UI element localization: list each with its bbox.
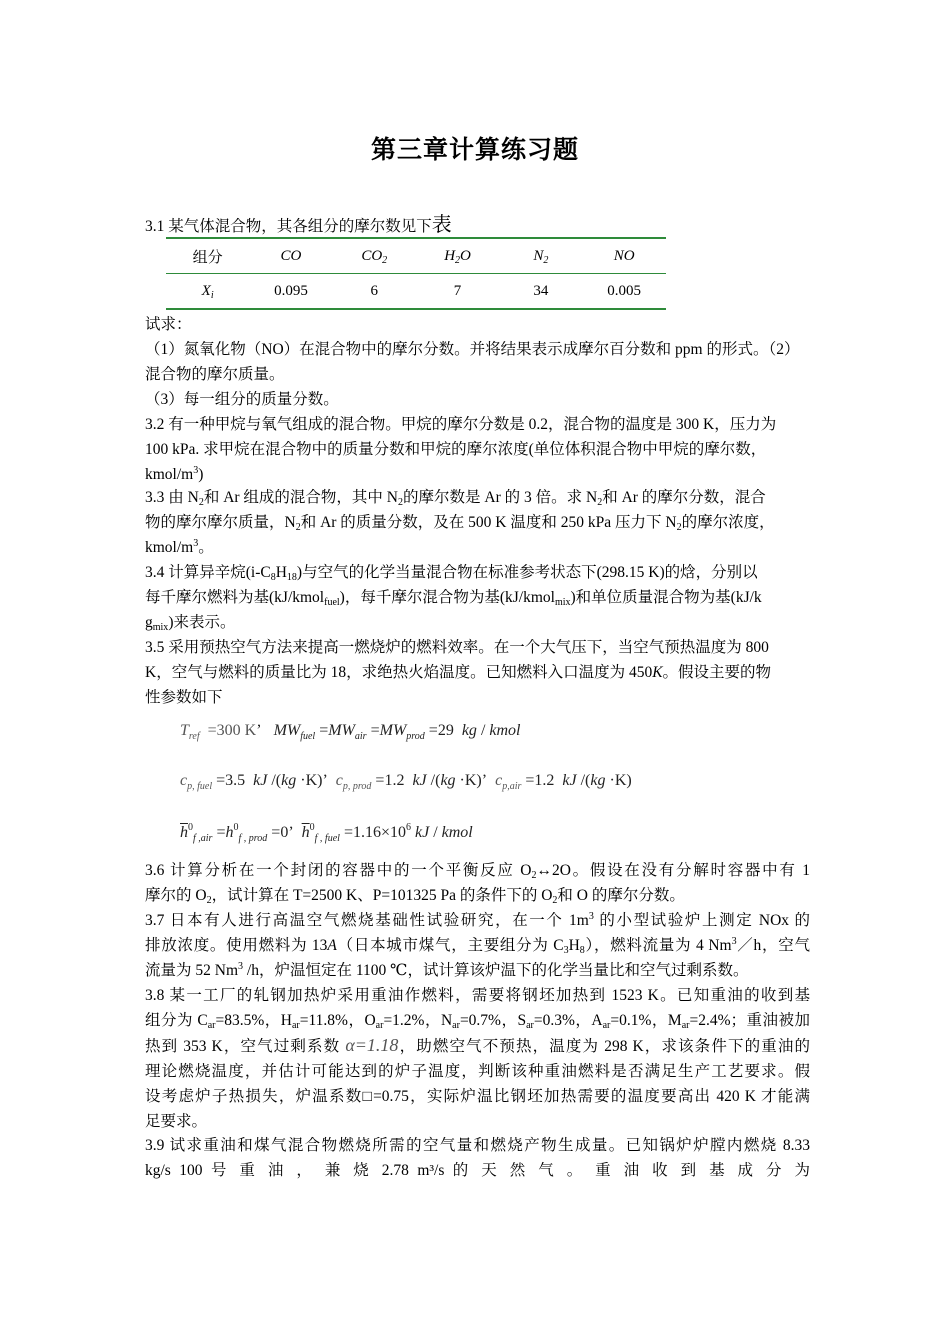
header-co: CO	[280, 247, 302, 264]
problem-3-5: 3.5 采用预热空气方法来提高一燃烧炉的燃料效率。在一个大气压下，当空气预热温度为 800 K，空气与燃料的质量比为 18，求绝热火焰温度。已知燃料入口温度为 450K。假设主要的物 性参数如下	[145, 639, 772, 706]
problem-3-9: 3.9 试求重油和煤气混合物燃烧所需的空气量和燃烧产物生成量。已知锅炉炉膛内燃烧 8.33 kg/s 100 号 重 油 ， 兼 烧 2.78 m³/s 的 天 然 气 。 重 油 收 到 基 成 分 为	[145, 1137, 810, 1179]
problem-3-1-intro: 3.1 某气体混合物，其各组分的摩尔数见下表	[145, 214, 452, 236]
value-no: 0.005	[607, 282, 641, 299]
problem-3-4: 3.4 计算异辛烷$(i-C_8H_{18})$与空气的化学当量混合物在标准参考状态下(298.15 K)的焓，分别以 每千摩尔燃料为基(kJ/kmol$_{fuel}$)，每千摩尔混合物为基(kJ/kmol$_{mix}$)和单位质量混合物为基(kJ/k $g_{mix}$)来表示。	[145, 564, 762, 633]
header-n2: $N_2$	[533, 247, 549, 266]
table-header-row	[166, 239, 666, 274]
problem-3-2: 3.2 有一种甲烷与氧气组成的混合物。甲烷的摩尔分数是 0.2，混合物的温度是 300 K，压力为 100 kPa. 求甲烷在混合物中的质量分数和甲烷的摩尔浓度(单位体积混合物中甲烷的摩尔数， kmol/$m^3$)	[145, 416, 777, 483]
header-no: NO	[613, 247, 635, 264]
problem-3-1-questions: 试求： （1）氮氧化物（NO）在混合物中的摩尔分数。并将结果表示成摩尔百分数和 ppm 的形式。（2） 混合物的摩尔质量。 （3）每一组分的质量分数。	[145, 316, 800, 408]
page-title: 第三章计算练习题	[370, 135, 579, 164]
value-n2: 34	[533, 282, 549, 299]
header-h2o: $H_2O$	[444, 247, 471, 266]
formula-3: $\overline{h}^0_{f ,air} =h^0_{f , prod} =0$’ $\overline{h}^0_{f , fuel} =1.16\times 10^6$ kJ / kmol	[180, 822, 473, 844]
value-co: 0.095	[274, 282, 308, 299]
problem-3-8-composition: 组分为 $C_{ar}=83.5\%$，$H_{ar}=11.8\%$，$O_{ar}=1.2\%$，$N_{ar}=0.7\%$，$S_{ar}=0.3\%$，$A_{ar}=0.1\%$，$M_{ar}=2.4\%$；重油被加	[145, 1012, 810, 1031]
header-co2: $CO_2$	[361, 247, 388, 266]
value-co2: 6	[370, 282, 378, 299]
problem-3-3: 3.3 由 $N_2$和 Ar 组成的混合物，其中 $N_2$的摩尔数是 Ar 的 3 倍。求 $N_2$和 Ar 的摩尔分数，混合 物的摩尔摩尔质量，$N_2$和 Ar 的质量分数，及在 500 K 温度和 250 kPa 压力下 $N_2$的摩尔浓度， kmol/$m^3$。	[145, 489, 775, 556]
formula-2: $c_{p, fuel} =3.5$ kJ /(kg ·K)’ $c_{p, prod} =1.2$ kJ /(kg ·K)’ $c_{p,air} =1.2$ kJ /(kg ·K)	[180, 772, 632, 792]
row-label: $X_i$	[201, 282, 214, 301]
value-h2o: 7	[453, 282, 462, 299]
formula-1: $T_{ref} =300$ K’ $MW_{fuel} =MW_{air} =MW_{prod} =29$ kg / kmol	[180, 722, 521, 742]
problem-3-6: 3.6 计算分析在一个封闭的容器中的一个平衡反应 $O_2\leftrightarrow 2O$。假设在没有分解时容器中有 1 摩尔的 $O_2$，试计算在 T=2500 K、P=101325 Pa 的条件下的 $O_2$和 O 的摩尔分数。	[145, 862, 810, 906]
problem-3-8: 3.8 某一工厂的轧钢加热炉采用重油作燃料，需要将钢坯加热到 1523 K。已知重油的收到基 组分为 $C_{ar}=83.5\%$，$H_{ar}=11.8\%$，$O_{ar}=1.2\%$，$N_{ar}=0.7\%$，$S_{ar}=0.3\%$，$A_{ar}=0.1\%$，$M_{ar}=2.4\%$；重油被加 热到 353 K，空气过剩系数 α=1.18，助燃空气不预热，温度为 298 K，求该条件下的重油的 理论燃烧温度，并估计可能达到的炉子温度，判断该种重油燃料是否满足生产工艺要求。假 设考虑炉子热损失，炉温系数□=0.75，实际炉温比钢坯加热需要的温度要高出 420 K 才能满 足要求。	[145, 987, 810, 1130]
table-row	[166, 274, 666, 308]
header-label: 组分	[192, 249, 223, 266]
composition-table	[166, 237, 666, 310]
problem-3-7: 3.7 日本有人进行高温空气燃烧基础性试验研究，在一个 $1m^3$ 的小型试验炉上测定 NOx 的 排放浓度。使用燃料为 13A（日本城市煤气，主要组分为 $C_3H_8$），燃料流量为 4 Nm$^3$／h，空气 流量为 52 Nm$^3$ /h，炉温恒定在 1100 ℃，试计算该炉温下的化学当量比和空气过剩系数。	[145, 911, 811, 979]
